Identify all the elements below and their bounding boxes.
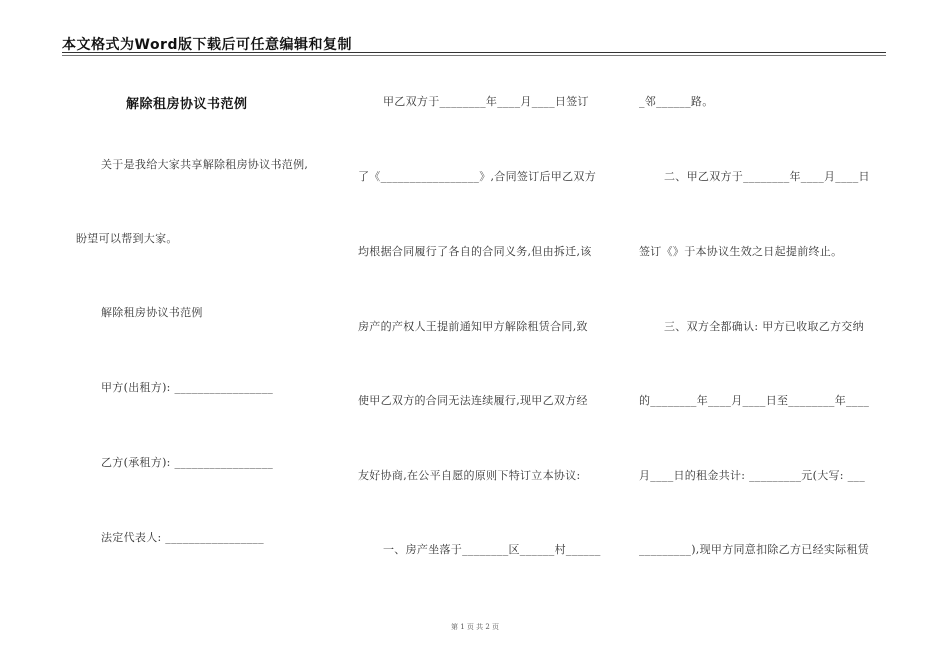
paragraph-line: 友好协商,在公平自愿的原则下特订立本协议:	[358, 469, 581, 482]
paragraph-line: 关于是我给大家共享解除租房协议书范例,	[101, 158, 309, 171]
paragraph-line: 了《_________________》,合同签订后甲乙双方	[358, 170, 596, 183]
banner-rule-bottom	[62, 55, 886, 56]
party-a-line: 甲方(出租方): _________________	[101, 381, 274, 394]
document-banner: 本文格式为Word版下载后可任意编辑和复制	[62, 37, 352, 53]
legal-representative-line: 法定代表人: _________________	[101, 531, 264, 544]
party-b-line: 乙方(承租方): _________________	[101, 456, 274, 469]
paragraph-line: 房产的产权人王提前通知甲方解除租赁合同,致	[358, 320, 588, 333]
paragraph-line: _________),现甲方同意扣除乙方已经实际租赁	[639, 543, 870, 556]
paragraph-line: 三、双方全都确认: 甲方已收取乙方交纳	[664, 320, 864, 333]
paragraph-line: 甲乙双方于________年____月____日签订	[383, 95, 589, 108]
paragraph-line: _邻______路。	[639, 95, 714, 108]
page-number-footer: 第 1 页 共 2 页	[450, 623, 500, 631]
paragraph-line: 的________年____月____日至________年____	[639, 394, 870, 407]
paragraph-line: 二、甲乙双方于________年____月____日	[664, 170, 870, 183]
paragraph-line: 均根据合同履行了各自的合同义务,但由拆迁,该	[358, 245, 592, 258]
paragraph-line: 解除租房协议书范例	[101, 306, 203, 319]
document-title: 解除租房协议书范例	[126, 97, 248, 112]
paragraph-line: 签订《》于本协议生效之日起提前终止。	[639, 245, 843, 258]
paragraph-line: 使甲乙双方的合同无法连续履行,现甲乙双方经	[358, 394, 588, 407]
paragraph-line: 月____日的租金共计: _________元(大写: ___	[639, 469, 865, 482]
banner-rule-top	[62, 52, 886, 53]
paragraph-line: 一、房产坐落于________区______村______	[383, 543, 601, 556]
paragraph-line: 盼望可以帮到大家。	[76, 232, 178, 245]
